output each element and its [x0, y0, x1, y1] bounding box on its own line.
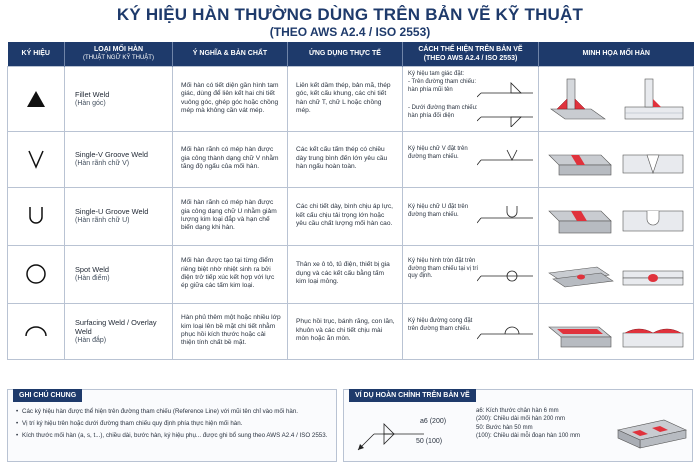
weld-meaning: Hàn phủ thêm một hoặc nhiều lớp kim loại lên bề mặt chi tiết nhằm phục hồi kích thước hoặc cải thiện tính chất bề mặt. — [173, 303, 288, 359]
weld-application: Phục hồi trục, bánh răng, con lăn, khuôn và các chi tiết chịu mài mòn hoặc ăn mòn. — [288, 303, 403, 359]
list-item: • Các ký hiệu hàn được thể hiện trên đường tham chiếu (Reference Line) với mũi tên chỉ vào mối hàn. — [16, 408, 334, 416]
column-header-type: LOẠI MỐI HÀN (THUẬT NGỮ KỸ THUẬT) — [65, 42, 173, 66]
example-top-dimension: a6 (200) — [420, 418, 447, 425]
drawing-note: Ký hiệu hình tròn đặt trên đường tham chiếu tại vị trí quy định. — [408, 258, 478, 279]
general-notes-panel — [7, 389, 337, 462]
list-item: • Kích thước mối hàn (a, s, t...), chiều dài, bước hàn, ký hiệu phụ... được ghi bổ sung theo AWS A2.4 / ISO 2553. — [16, 432, 334, 440]
drawing-cell — [403, 303, 539, 359]
weld-name-vi: (Hàn góc) — [75, 99, 106, 107]
drawing-cell — [403, 131, 539, 187]
weld-name-en: Single-V Groove Weld — [75, 150, 148, 159]
weld-name-vi: (Hàn đắp) — [75, 336, 107, 344]
drawing-note: Ký hiệu chữ U đặt trên đường tham chiếu. — [408, 204, 469, 218]
legend-item: 50: Bước hàn 50 mm — [476, 424, 533, 431]
column-header-drawing: CÁCH THỂ HIỆN TRÊN BẢN VẼ (THEO AWS A2.4 / ISO 2553) — [403, 42, 539, 66]
list-item: • Vị trí ký hiệu trên hoặc dưới đường tham chiếu quy định phía thực hiện mối hàn. — [16, 420, 334, 428]
illustration-cell — [539, 245, 694, 303]
weld-meaning: Mối hàn được tạo tại từng điểm riêng biệt nhờ nhiệt sinh ra bởi điện trở tiếp xúc kết hợp với lực ép giữa các tấm kim loại. — [173, 245, 288, 303]
surfacing-arc-icon — [23, 324, 49, 338]
u-reference-line-icon — [477, 202, 537, 230]
drawing-cell — [403, 187, 539, 245]
column-header-illustration: MINH HỌA MỐI HÀN — [539, 42, 694, 66]
page-title: KÝ HIỆU HÀN THƯỜNG DÙNG TRÊN BẢN VẼ KỸ THUẬT — [116, 5, 584, 24]
fillet-weld-illustration — [541, 69, 691, 129]
column-header-application: ỨNG DỤNG THỰC TẾ — [288, 42, 403, 66]
drawing-note: Ký hiệu đường cong đặt trên đường tham chiếu. — [408, 318, 473, 332]
illustration-cell — [539, 303, 694, 359]
weld-type-cell — [65, 187, 173, 245]
u-groove-weld-illustration — [541, 189, 691, 243]
example-panel — [343, 389, 693, 462]
illustration-cell — [539, 131, 694, 187]
drawing-note: Ký hiệu chữ V đặt trên đường tham chiếu. — [408, 146, 468, 160]
weld-name-vi: (Hàn điểm) — [75, 275, 110, 282]
surfacing-reference-line-icon — [477, 318, 537, 346]
v-groove-symbol-cell — [8, 131, 65, 187]
weld-type-cell — [65, 303, 173, 359]
table-row — [8, 303, 694, 359]
table-row — [8, 131, 694, 187]
spot-reference-line-icon — [477, 260, 537, 288]
fillet-symbol-cell — [8, 66, 65, 131]
illustration-cell — [539, 66, 694, 131]
notes-title: GHI CHÚ CHUNG — [13, 389, 82, 402]
v-groove-weld-illustration — [541, 133, 691, 185]
spot-circle-icon — [24, 262, 48, 286]
weld-name-vi: (Hàn rãnh chữ U) — [75, 217, 130, 224]
column-header-meaning: Ý NGHĨA & BẢN CHẤT — [173, 42, 288, 66]
drawing-note: Ký hiệu tam giác đặt: — [408, 71, 465, 77]
drawing-cell — [403, 66, 539, 131]
legend-item: (100): Chiều dài mỗi đoạn hàn 100 mm — [476, 433, 581, 440]
fillet-reference-line-icon — [477, 73, 537, 127]
table-header-row — [8, 42, 694, 66]
spot-symbol-cell — [8, 245, 65, 303]
example-bottom-dimension: 50 (100) — [416, 438, 443, 445]
weld-application: Thân xe ô tô, tủ điện, thiết bị gia dụng và các kết cấu bằng tấm kim loại mỏng. — [288, 245, 403, 303]
weld-application: Các chi tiết dày, bình chịu áp lực, kết cấu chịu tải trọng lớn hoặc yêu cầu chất lượng mối hàn cao. — [288, 187, 403, 245]
surfacing-weld-illustration — [541, 305, 691, 357]
weld-application: Liên kết dầm thép, bản mã, thép góc, kết cấu khung, các chi tiết hàn chữ T, chữ L hoặc chồng mép. — [288, 66, 403, 131]
drawing-note-below: - Dưới đường tham chiếu: hàn phía đối diện — [408, 105, 478, 119]
table-row — [8, 66, 694, 131]
u-groove-icon — [25, 205, 47, 227]
weld-type-cell — [65, 66, 173, 131]
weld-name-en: Fillet Weld — [75, 89, 110, 99]
table-row — [8, 245, 694, 303]
weld-application: Các kết cấu tấm thép có chiều dày trung bình đến lớn yêu cầu hàn ngấu hoàn toàn. — [288, 131, 403, 187]
page-subtitle: (THEO AWS A2.4 / ISO 2553) — [269, 25, 431, 39]
weld-symbol-table — [7, 42, 694, 360]
notes-list — [16, 408, 334, 444]
weld-meaning: Mối hàn có tiết diện gần hình tam giác, dùng để liên kết hai chi tiết vuông góc, ghép góc hoặc chồng mép mà không cần vát mép. — [173, 66, 288, 131]
weld-meaning: Mối hàn rãnh có mép hàn được gia công thành dạng chữ V nhằm tăng độ ngấu của mối hàn. — [173, 131, 288, 187]
legend-item: a6: Kích thước chân hàn 6 mm — [476, 408, 559, 414]
weld-name-en: Single-U Groove Weld — [75, 207, 149, 216]
example-weld-illustration — [614, 406, 690, 458]
weld-name-vi: (Hàn rãnh chữ V) — [75, 160, 130, 167]
weld-type-cell — [65, 131, 173, 187]
example-title: VÍ DỤ HOÀN CHỈNH TRÊN BẢN VẼ — [349, 389, 476, 402]
illustration-cell — [539, 187, 694, 245]
weld-type-cell — [65, 245, 173, 303]
table-row — [8, 187, 694, 245]
weld-name-en: Surfacing Weld / Overlay Weld — [75, 317, 157, 336]
u-groove-symbol-cell — [8, 187, 65, 245]
v-reference-line-icon — [477, 146, 537, 172]
drawing-cell — [403, 245, 539, 303]
filled-triangle-icon — [25, 89, 47, 109]
spot-weld-illustration — [541, 247, 691, 301]
drawing-note-above: - Trên đường tham chiếu: hàn phía mũi tên — [408, 79, 476, 93]
legend-item: (200): Chiều dài mối hàn 200 mm — [476, 416, 566, 423]
example-legend — [476, 407, 580, 441]
column-header-symbol: KÝ HIỆU — [8, 42, 65, 66]
v-groove-icon — [25, 149, 47, 169]
example-reference-line-icon — [354, 414, 426, 454]
weld-meaning: Mối hàn rãnh có mép hàn được gia công dạng chữ U nhằm giảm lượng kim loại đắp và hạn chế biến dạng khi hàn. — [173, 187, 288, 245]
surfacing-symbol-cell — [8, 303, 65, 359]
weld-name-en: Spot Weld — [75, 265, 109, 274]
